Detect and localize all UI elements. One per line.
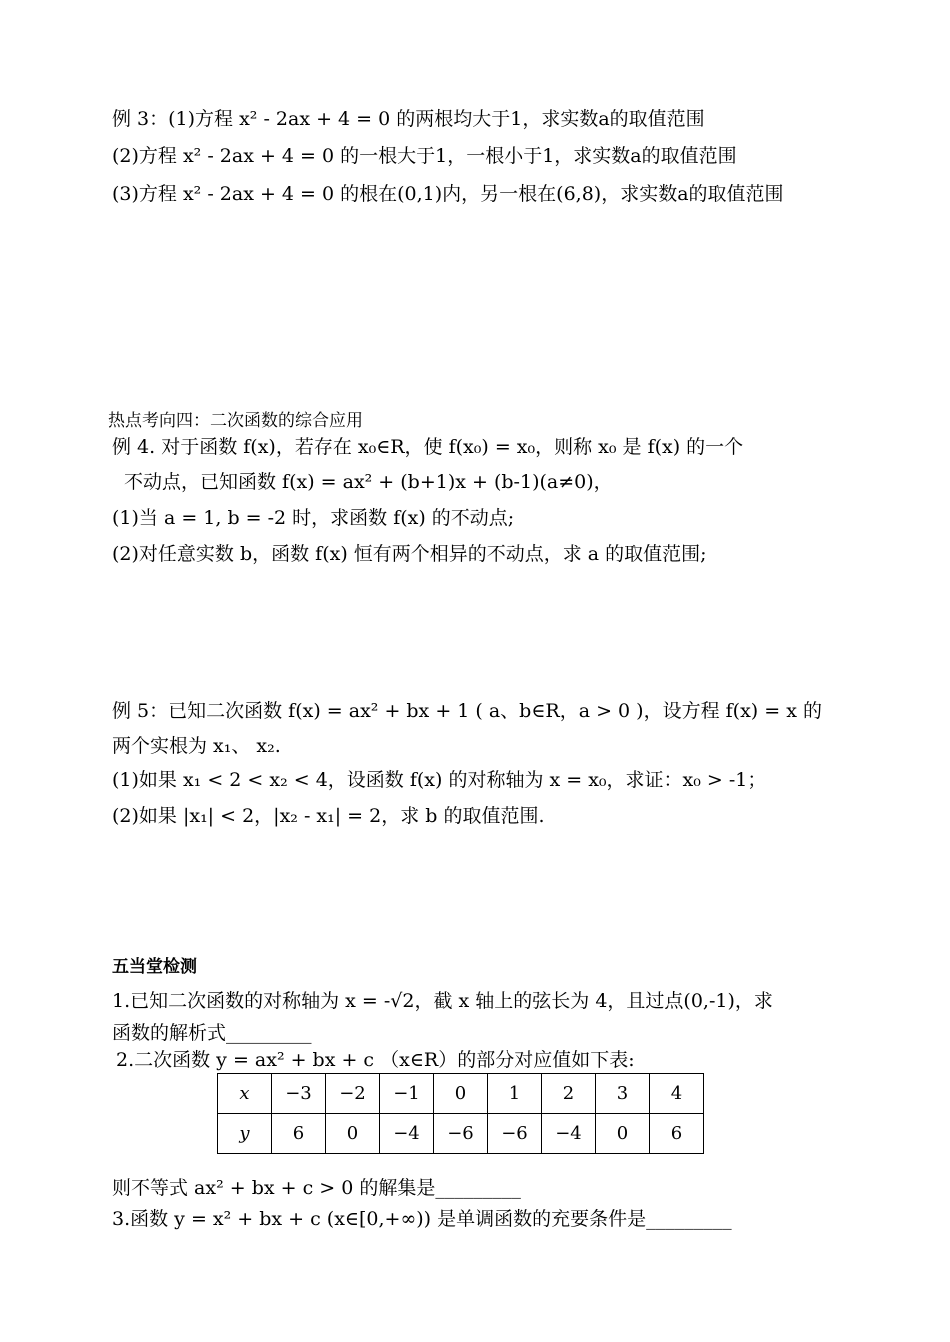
table-cell-x: 0: [434, 1074, 488, 1114]
table-cell-x: −2: [326, 1074, 380, 1114]
table-cell-y: 6: [272, 1114, 326, 1154]
example4-line-1: 例 4. 对于函数 f(x)，若存在 x₀∈R，使 f(x₀) = x₀，则称 x₀ 是 f(x) 的一个: [112, 436, 744, 458]
table-cell-x: 1: [488, 1074, 542, 1114]
table-cell-y: −4: [380, 1114, 434, 1154]
table-cell-x: 4: [650, 1074, 704, 1114]
check-q2-line-1: 2.二次函数 y = ax² + bx + c （x∈R）的部分对应值如下表:: [116, 1049, 635, 1071]
example3-line-3: (3)方程 x² - 2ax + 4 = 0 的根在(0,1)内，另一根在(6,8)，求实数a的取值范围: [112, 183, 784, 205]
example5-line-1: 例 5：已知二次函数 f(x) = ax² + bx + 1 ( a、b∈R，a > 0 )，设方程 f(x) = x 的: [112, 700, 822, 722]
table-cell-x: 2: [542, 1074, 596, 1114]
table-label-x: x: [218, 1074, 272, 1114]
table-cell-x: 3: [596, 1074, 650, 1114]
table-label-y: y: [218, 1114, 272, 1154]
table-row-y: [218, 1114, 704, 1154]
example5-line-2: 两个实根为 x₁、 x₂.: [112, 735, 281, 757]
example4-line-2: 不动点，已知函数 f(x) = ax² + (b+1)x + (b-1)(a≠0)，: [124, 471, 613, 493]
example3-line-1: 例 3：(1)方程 x² - 2ax + 4 = 0 的两根均大于1，求实数a的取值范围: [112, 108, 705, 130]
check-heading: 五当堂检测: [112, 957, 197, 977]
example3-line-2: (2)方程 x² - 2ax + 4 = 0 的一根大于1，一根小于1，求实数a的取值范围: [112, 145, 737, 167]
example4-line-4: (2)对任意实数 b，函数 f(x) 恒有两个相异的不动点，求 a 的取值范围;: [112, 543, 707, 565]
table-row-x: [218, 1074, 704, 1114]
check-q2-line-2: 则不等式 ax² + bx + c > 0 的解集是_________: [112, 1177, 521, 1199]
table-cell-y: 0: [326, 1114, 380, 1154]
table-cell-y: −6: [488, 1114, 542, 1154]
check-q3-line: 3.函数 y = x² + bx + c (x∈[0,+∞)) 是单调函数的充要条件是_________: [112, 1208, 732, 1230]
check-q1-line-2: 函数的解析式_________: [112, 1022, 312, 1044]
table-cell-x: −3: [272, 1074, 326, 1114]
hotspot4-heading: 热点考向四：二次函数的综合应用: [108, 411, 363, 431]
table-cell-y: −6: [434, 1114, 488, 1154]
value-table: [217, 1073, 704, 1154]
table-cell-y: 6: [650, 1114, 704, 1154]
table-cell-x: −1: [380, 1074, 434, 1114]
check-q1-line-1: 1.已知二次函数的对称轴为 x = -√2，截 x 轴上的弦长为 4，且过点(0,-1)，求: [112, 990, 773, 1012]
example4-line-3: (1)当 a = 1, b = -2 时，求函数 f(x) 的不动点;: [112, 507, 515, 529]
table-cell-y: 0: [596, 1114, 650, 1154]
table-cell-y: −4: [542, 1114, 596, 1154]
example5-line-3: (1)如果 x₁ < 2 < x₂ < 4，设函数 f(x) 的对称轴为 x = x₀，求证：x₀ > -1；: [112, 769, 767, 791]
example5-line-4: (2)如果 |x₁| < 2，|x₂ - x₁| = 2，求 b 的取值范围.: [112, 805, 545, 827]
